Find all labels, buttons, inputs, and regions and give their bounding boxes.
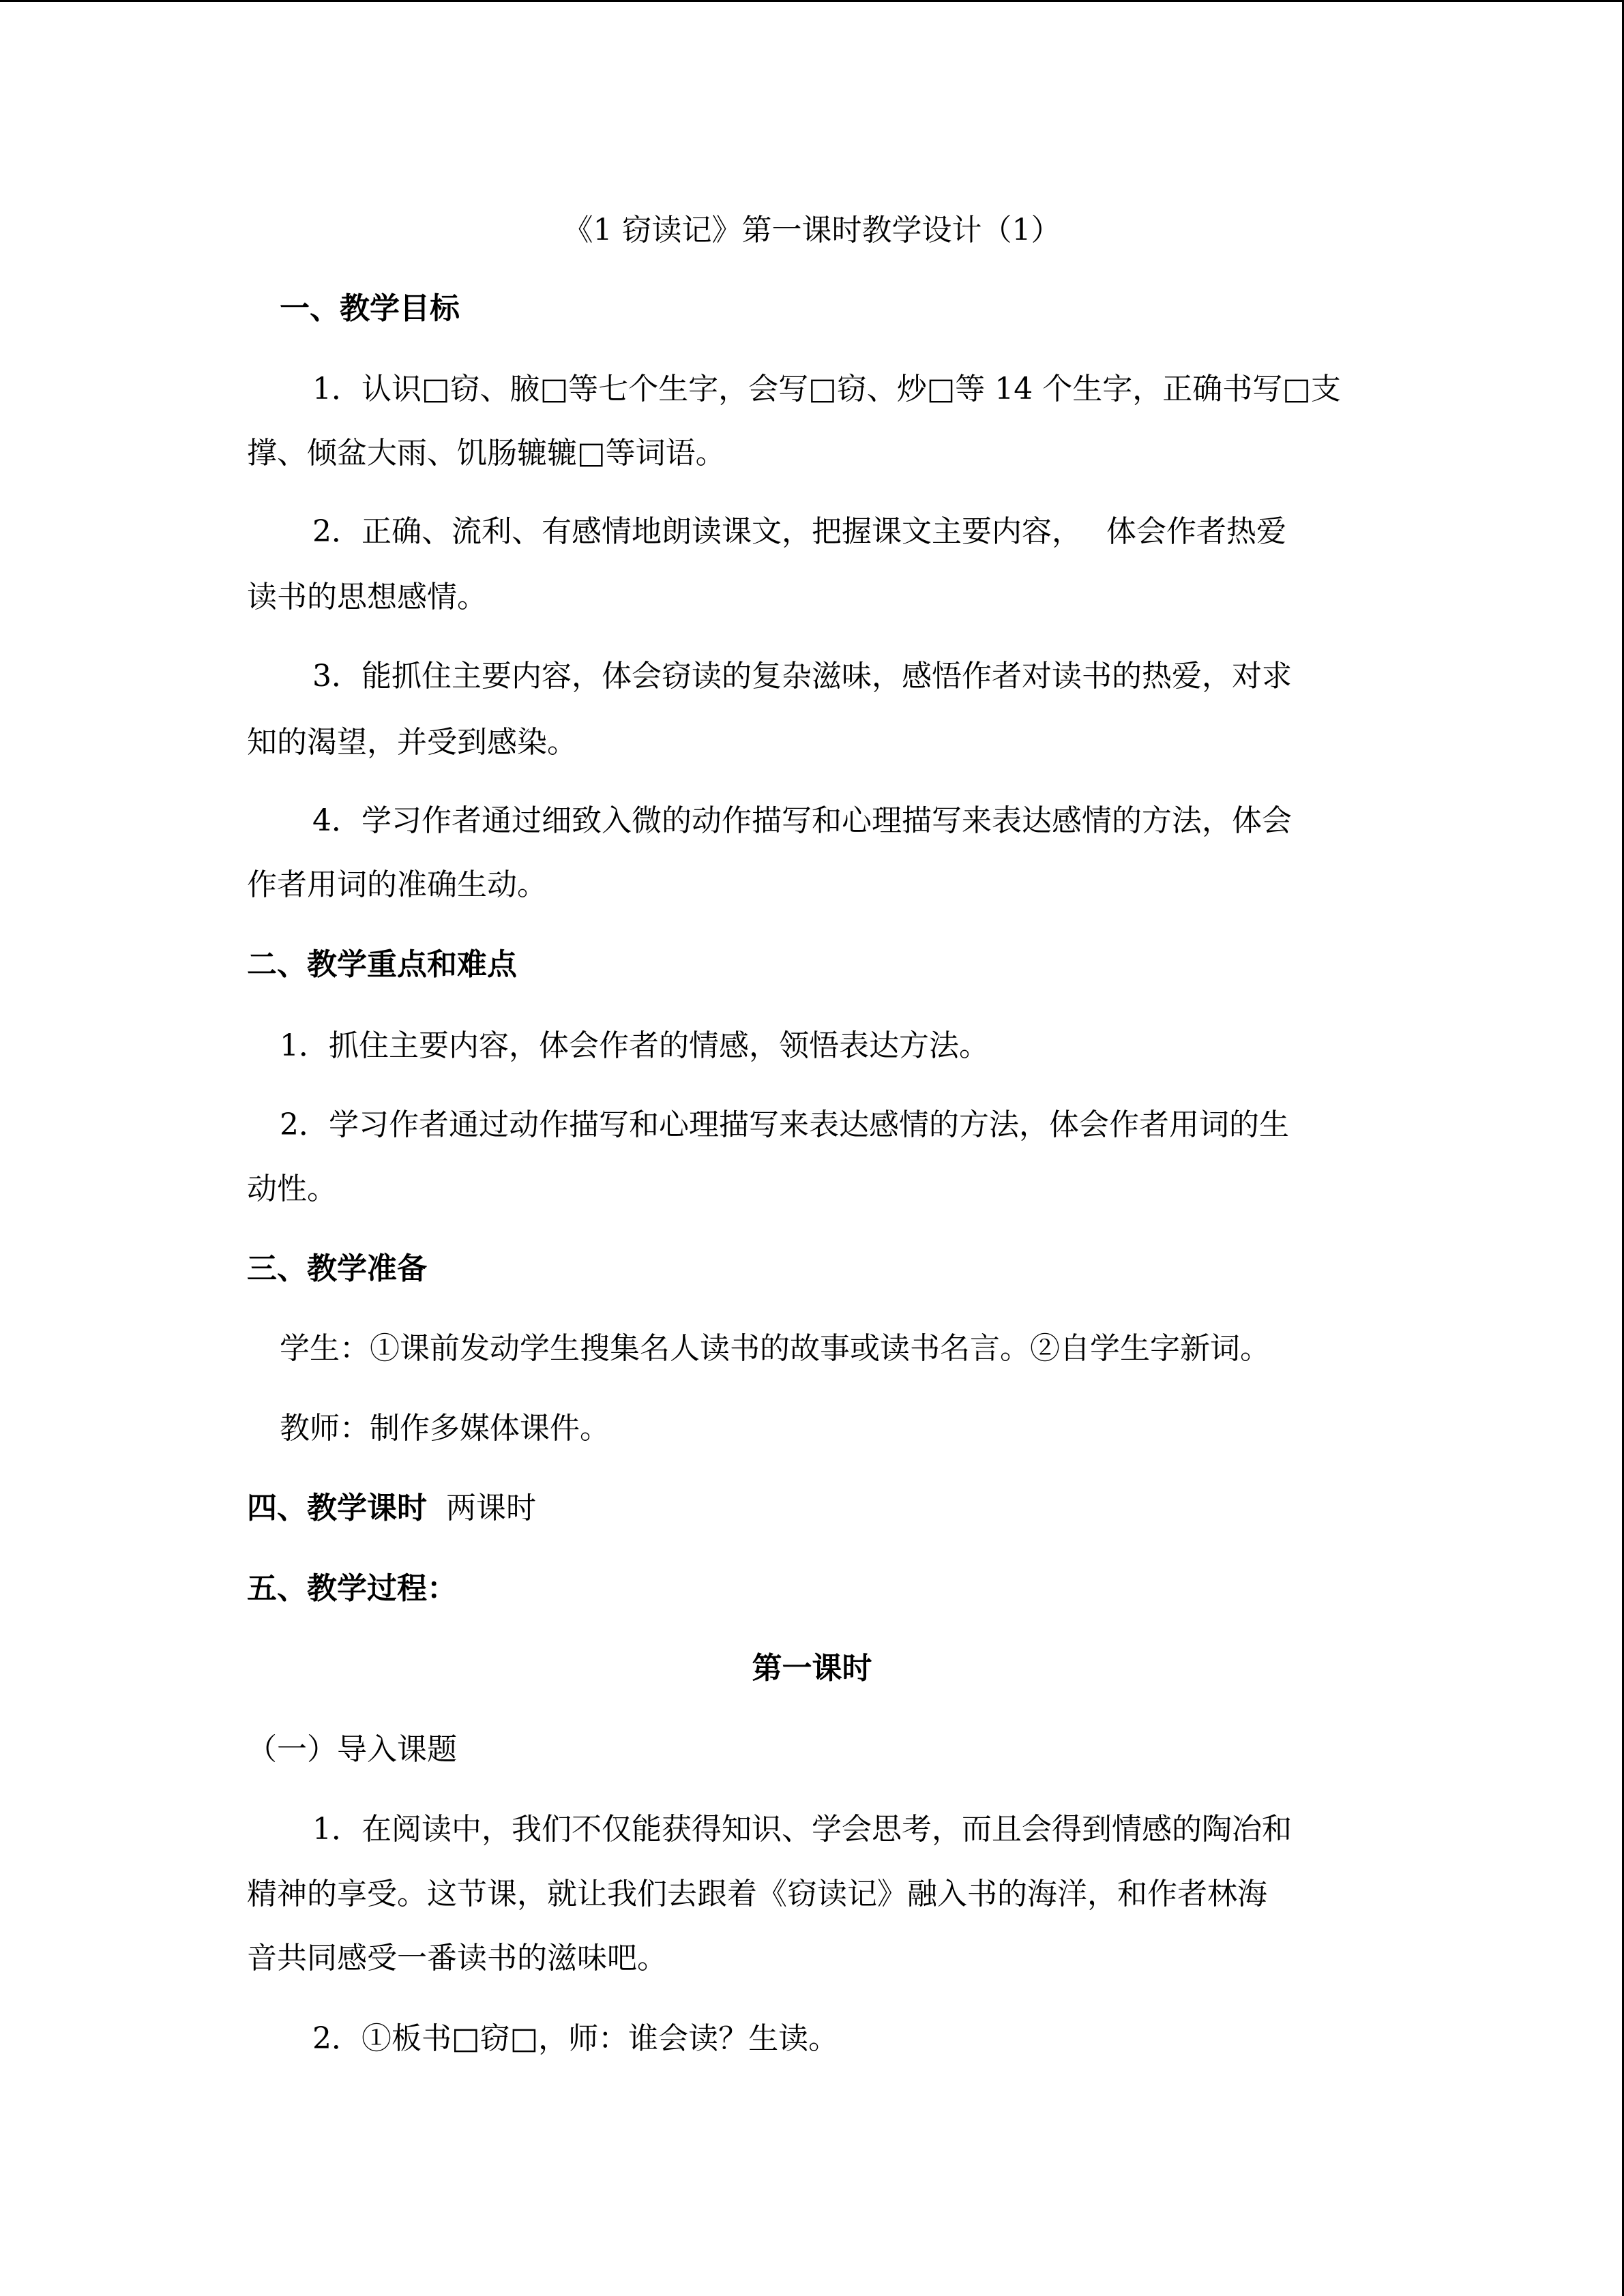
objective-1-line-1: 1．认识□窃、腋□等七个生字，会写□窃、炒□等 14 个生字，正确书写□支 [312, 372, 1341, 406]
section-heading-preparation: 三、教学准备 [247, 1251, 427, 1286]
section-lesson-hours [247, 1488, 536, 1529]
preparation-student: 学生：①课前发动学生搜集名人读书的故事或读书名言。②自学生字新词。 [280, 1331, 1270, 1366]
objective-3-line-2: 知的渴望，并受到感染。 [247, 725, 577, 760]
objective-3-line-1: 3．能抓住主要内容，体会窃读的复杂滋味，感悟作者对读书的热爱，对求 [312, 659, 1292, 694]
key-point-2-line-1: 2．学习作者通过动作描写和心理描写来表达感情的方法，体会作者用词的生 [280, 1107, 1289, 1142]
objective-4-line-1: 4．学习作者通过细致入微的动作描写和心理描写来表达感情的方法，体会 [312, 803, 1292, 838]
objective-2-line-2: 读书的思想感情。 [247, 580, 487, 614]
section-heading-process: 五、教学过程： [247, 1571, 457, 1606]
objective-2-line-1: 2．正确、流利、有感情地朗读课文，把握课文主要内容， 体会作者热爱 [312, 514, 1286, 549]
document-title: 《1 窃读记》第一课时教学设计（1） [563, 213, 1061, 248]
intro-2: 2．①板书□窃□，师：谁会读？生读。 [312, 2021, 839, 2056]
intro-1-line-1: 1．在阅读中，我们不仅能获得知识、学会思考，而且会得到情感的陶冶和 [312, 1812, 1292, 1847]
key-point-1: 1．抓住主要内容，体会作者的情感，领悟表达方法。 [280, 1028, 989, 1063]
section-heading-objectives: 一、教学目标 [280, 291, 460, 326]
objective-1-line-2: 撑、倾盆大雨、饥肠辘辘□等词语。 [247, 436, 726, 471]
section-heading-key-points: 二、教学重点和难点 [247, 947, 517, 982]
preparation-teacher: 教师：制作多媒体课件。 [280, 1411, 610, 1446]
lesson-title: 第一课时 [752, 1651, 872, 1686]
intro-1-line-3: 音共同感受一番读书的滋味吧。 [247, 1941, 667, 1976]
lesson-hours-value: 两课时 [446, 1491, 536, 1525]
intro-1-line-2: 精神的享受。这节课，就让我们去跟着《窃读记》融入书的海洋，和作者林海 [247, 1877, 1267, 1911]
key-point-2-line-2: 动性。 [247, 1172, 337, 1206]
section-heading-lesson-hours: 四、教学课时 [247, 1491, 427, 1525]
objective-4-line-2: 作者用词的准确生动。 [247, 867, 547, 902]
subsection-intro: （一）导入课题 [247, 1732, 457, 1767]
